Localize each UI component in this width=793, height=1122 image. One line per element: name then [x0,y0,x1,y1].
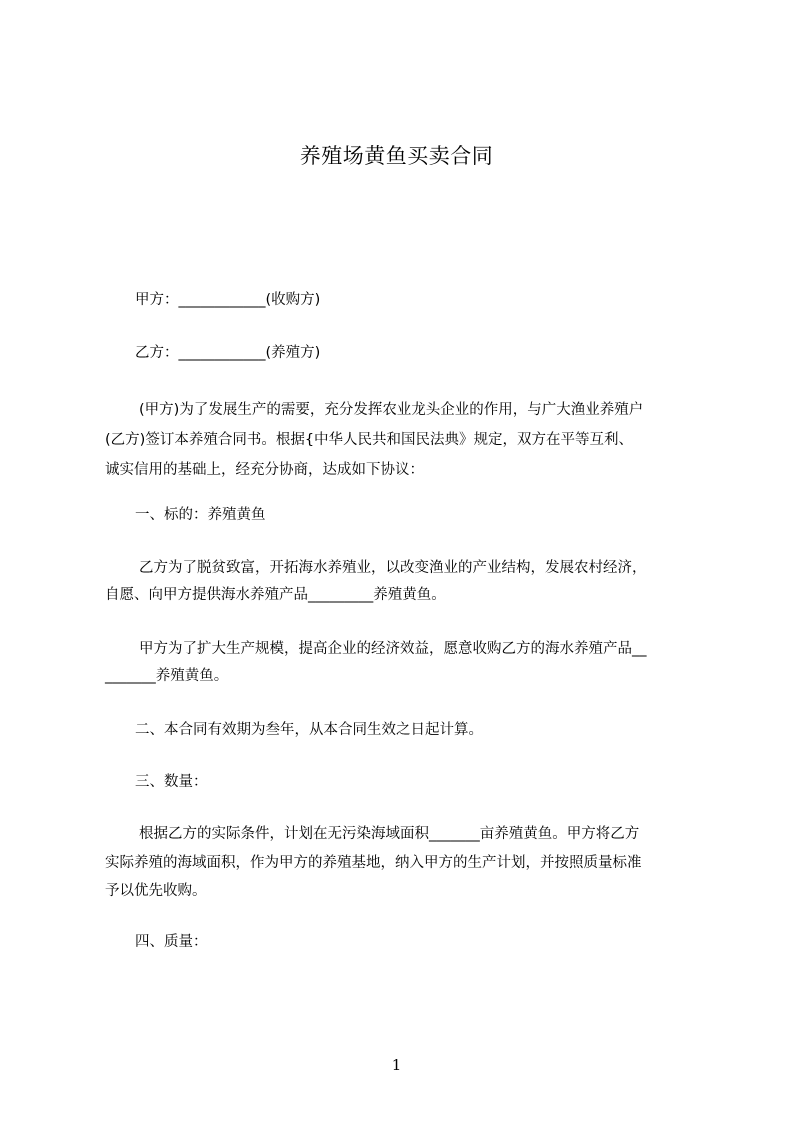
party-a-line: 甲方：____________(收购方) [135,292,321,308]
section-2-line: 二、本合同有效期为叁年，从本合同生效之日起计算。 [135,722,483,738]
preamble-line-2: (乙方)签订本养殖合同书。根据{中华人民共和国民法典》规定，双方在平等互利、 [105,432,634,448]
section-1-para-2-line-1: 甲方为了扩大生产规模，提高企业的经济效益，愿意收购乙方的海水养殖产品__ [139,641,647,657]
section-1-para-2-line-2: _______养殖黄鱼。 [105,668,229,684]
preamble-line-1: (甲方)为了发展生产的需要，充分发挥农业龙头企业的作用，与广大渔业养殖户 [139,402,644,418]
section-3-heading: 三、数量： [135,774,208,790]
section-1-para-1-line-1: 乙方为了脱贫致富，开拓海水养殖业，以改变渔业的产业结构，发展农村经济， [139,560,647,576]
document-title: 养殖场黄鱼买卖合同 [299,144,494,168]
section-3-para-line-2: 实际养殖的海域面积，作为甲方的养殖基地，纳入甲方的生产计划，并按照质量标准 [105,855,642,871]
preamble-line-3: 诚实信用的基础上，经充分协商，达成如下协议： [105,462,424,478]
section-3-para-line-3: 予以优先收购。 [105,883,207,899]
section-1-para-1-line-2: 自愿、向甲方提供海水养殖产品_________养殖黄鱼。 [105,587,446,603]
section-3-para-line-1: 根据乙方的实际条件，计划在无污染海域面积_______亩养殖黄鱼。甲方将乙方 [139,826,640,842]
section-4-heading: 四、质量： [135,934,208,950]
party-b-line: 乙方：____________(养殖方) [135,345,321,361]
section-1-heading: 一、标的：养殖黄鱼 [135,507,266,523]
page-number: 1 [391,1056,402,1074]
